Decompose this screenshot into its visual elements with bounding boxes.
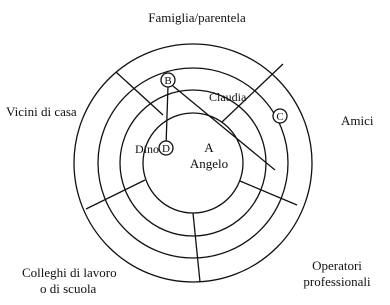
divider-family-neighbors [116,72,163,115]
sector-label-colleagues-2: o di scuola [40,281,97,296]
divider-friends-professionals [240,181,297,205]
person-node-c [273,109,287,123]
person-node-b [161,73,175,87]
ego-name: Angelo [189,156,229,171]
sector-label-neighbors: Vicini di casa [6,104,77,119]
sector-label-friends: Amici [341,113,374,128]
person-label-claudia: Claudia [209,90,247,104]
ego-letter: A [204,140,214,155]
person-node-c-letter: C [276,111,284,123]
sector-label-professionals-1: Operatori [312,258,362,273]
sector-label-family: Famiglia/parentela [148,10,246,25]
sector-label-colleagues-1: Colleghi di lavoro [22,265,117,280]
person-node-d-letter: D [162,143,170,155]
divider-colleagues-professionals [193,213,200,282]
divider-neighbors-colleagues [86,180,145,209]
person-node-d [159,141,173,155]
sector-label-professionals-2: professionali [303,274,371,289]
person-node-b-letter: B [164,75,172,87]
person-label-dino: Dino [135,142,159,156]
